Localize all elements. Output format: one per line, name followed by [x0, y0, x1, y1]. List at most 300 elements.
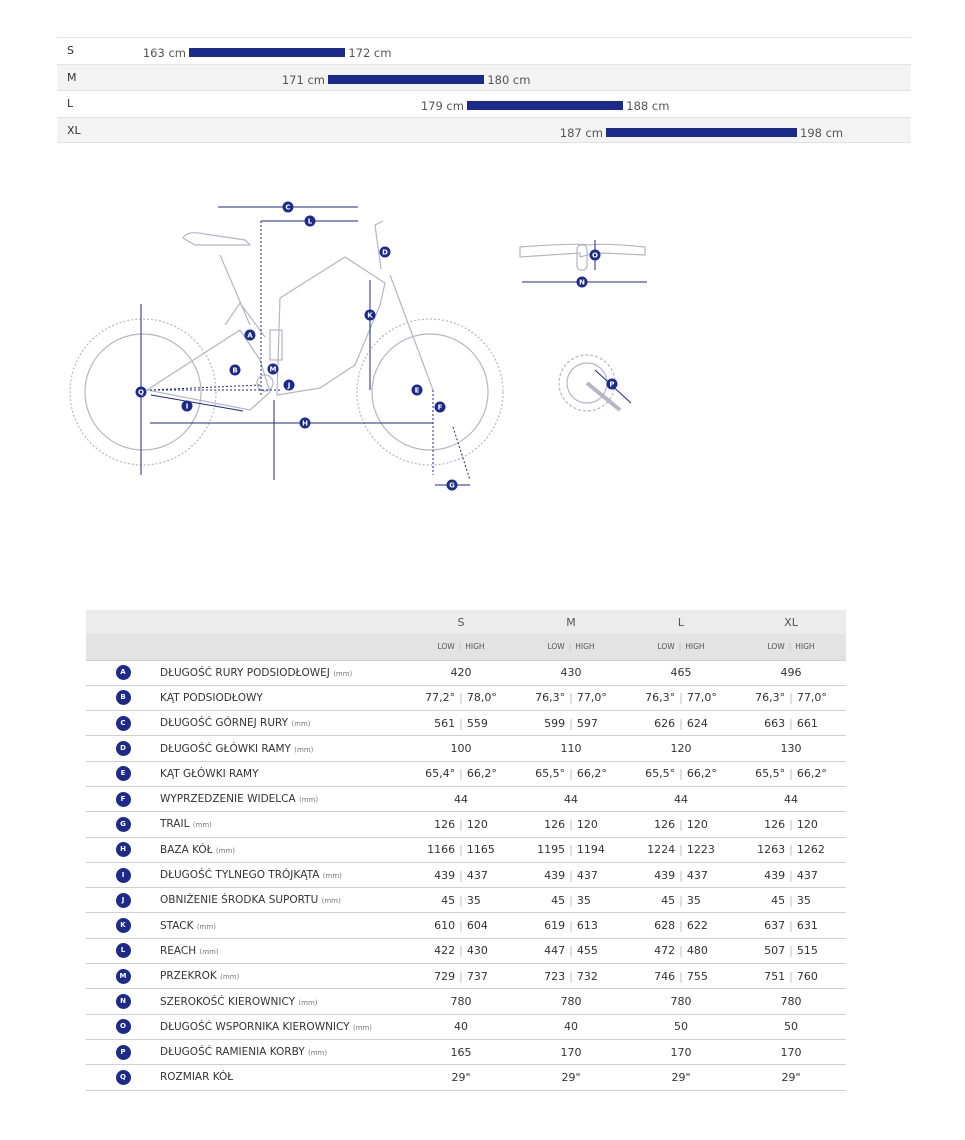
high-label: HIGH: [575, 642, 595, 652]
value-low: 29": [781, 1070, 801, 1084]
row-unit: (mm): [298, 998, 318, 1007]
value-high: 597: [576, 716, 598, 730]
value-low: 76,3°: [755, 691, 786, 705]
table-row: [86, 964, 846, 989]
value-high: 455: [576, 944, 598, 958]
value-cell: [406, 888, 516, 913]
high-label: HIGH: [685, 642, 705, 652]
value-low: 44: [454, 792, 468, 806]
separator: |: [459, 843, 463, 857]
row-badge-cell: [86, 1065, 160, 1090]
separator: |: [679, 944, 683, 958]
value-low: 40: [454, 1020, 468, 1034]
value-cell: [736, 786, 846, 811]
row-unit: (mm): [352, 1023, 373, 1032]
size-label: S: [67, 44, 74, 57]
row-badge-cell: [86, 812, 160, 837]
svg-text:P: P: [609, 380, 615, 389]
row-badge-cell: [86, 1014, 160, 1039]
size-range-bar: [328, 75, 484, 84]
value-low: 439: [544, 868, 566, 882]
row-badge-cell: [86, 685, 160, 710]
separator: |: [459, 716, 463, 730]
separator: |: [459, 767, 463, 781]
separator: |: [459, 817, 463, 831]
row-name-cell: [160, 1014, 406, 1039]
value-low: 439: [434, 868, 456, 882]
value-high: 35: [686, 893, 701, 907]
size-label: L: [67, 97, 74, 110]
value-cell: [516, 786, 626, 811]
row-name: DŁUGOŚĆ RAMIENIA KORBY: [160, 1046, 305, 1059]
rear-shock-icon: [270, 330, 282, 360]
value-low: 29": [451, 1070, 471, 1084]
row-badge-cell: [86, 786, 160, 811]
separator: |: [679, 843, 683, 857]
value-cell: [626, 1039, 736, 1064]
value-low: 746: [654, 969, 676, 983]
value-low: 780: [560, 995, 582, 1008]
value-high: 35: [466, 893, 481, 907]
value-cell: [736, 1065, 846, 1090]
value-cell: [406, 812, 516, 837]
separator: |: [569, 919, 573, 933]
rider-height-size-chart: [57, 37, 911, 143]
high-label: HIGH: [465, 642, 485, 652]
separator: |: [569, 716, 573, 730]
value-cell: [406, 1014, 516, 1039]
letter-badge: G: [116, 817, 131, 832]
separator: |: [569, 843, 573, 857]
table-row: [86, 888, 846, 913]
value-low: 45: [441, 893, 456, 907]
separator: |: [679, 919, 683, 933]
value-high: 437: [576, 868, 598, 882]
value-low: 65,5°: [645, 767, 676, 781]
diagram-marker-l: [305, 216, 316, 227]
value-high: 437: [796, 868, 818, 882]
value-high: 120: [576, 817, 598, 831]
value-low: 45: [551, 893, 566, 907]
svg-text:B: B: [232, 366, 238, 375]
size-header: XL: [736, 610, 846, 634]
row-name-cell: [160, 938, 406, 963]
size-range-bar: [189, 48, 345, 57]
value-cell: [516, 938, 626, 963]
value-high: 622: [686, 919, 708, 933]
value-cell: [406, 989, 516, 1014]
separator: |: [459, 691, 463, 705]
row-badge-cell: [86, 989, 160, 1014]
row-name: BAZA KÓŁ: [160, 843, 213, 856]
value-low: 29": [561, 1070, 581, 1084]
row-name-cell: [160, 660, 406, 685]
row-name: DŁUGOŚĆ GŁÓWKI RAMY: [160, 742, 291, 755]
value-low: 723: [544, 969, 566, 983]
row-unit: (mm): [192, 821, 212, 830]
separator: |: [789, 767, 793, 781]
diagram-marker-f: [435, 402, 446, 413]
diagram-marker-m: [268, 364, 279, 375]
size-header: L: [626, 610, 736, 634]
svg-text:M: M: [269, 365, 277, 374]
value-high: 120: [466, 817, 488, 831]
value-high: 66,2°: [686, 767, 717, 781]
letter-badge: L: [116, 943, 131, 958]
front-rim-icon: [372, 334, 488, 450]
letter-badge: M: [116, 969, 131, 984]
value-cell: [516, 913, 626, 938]
row-name-cell: [160, 685, 406, 710]
row-name-cell: [160, 989, 406, 1014]
stem-top-icon: [577, 245, 587, 270]
letter-badge: H: [116, 842, 131, 857]
value-high: 66,2°: [796, 767, 827, 781]
row-unit: (mm): [321, 897, 341, 906]
size-header: M: [516, 610, 626, 634]
value-low: 1263: [757, 843, 786, 857]
value-low: 422: [434, 944, 456, 958]
row-name: DŁUGOŚĆ WSPORNIKA KIEROWNICY: [160, 1020, 350, 1033]
row-badge-cell: [86, 964, 160, 989]
separator: |: [789, 843, 793, 857]
value-cell: [516, 837, 626, 862]
low-high-header: [406, 634, 516, 660]
size-max-label: 172 cm: [348, 46, 392, 60]
value-cell: [516, 812, 626, 837]
value-high: 66,2°: [576, 767, 607, 781]
suspension-link-icon: [225, 303, 265, 337]
value-cell: [516, 736, 626, 761]
value-cell: [406, 1039, 516, 1064]
value-cell: [626, 913, 736, 938]
size-row: [57, 90, 911, 117]
value-high: 77,0°: [576, 691, 607, 705]
value-high: 1223: [686, 843, 715, 857]
letter-badge: O: [116, 1019, 131, 1034]
value-low: 165: [450, 1045, 472, 1059]
table-row: [86, 913, 846, 938]
value-low: 40: [564, 1020, 578, 1034]
separator: |: [459, 868, 463, 882]
size-row: [57, 37, 911, 64]
low-label: LOW: [767, 642, 785, 652]
diagram-marker-n: [577, 277, 588, 288]
low-high-header-row: [86, 634, 846, 660]
separator: |: [458, 642, 462, 652]
separator: |: [789, 919, 793, 933]
value-cell: [736, 938, 846, 963]
value-cell: [626, 711, 736, 736]
value-cell: [516, 989, 626, 1014]
separator: |: [789, 944, 793, 958]
value-cell: [736, 913, 846, 938]
value-low: 65,4°: [425, 767, 456, 781]
value-low: 430: [560, 666, 582, 680]
value-cell: [626, 888, 736, 913]
table-row: [86, 862, 846, 887]
value-low: 780: [450, 995, 472, 1008]
handlebar-icon: [520, 244, 645, 257]
value-low: 170: [670, 1045, 692, 1059]
table-row: [86, 761, 846, 786]
size-min-label: 187 cm: [559, 125, 603, 140]
value-low: 780: [670, 995, 692, 1008]
row-name-cell: [160, 761, 406, 786]
value-cell: [516, 964, 626, 989]
value-high: 515: [796, 944, 818, 958]
row-name-cell: [160, 1039, 406, 1064]
value-cell: [406, 938, 516, 963]
value-cell: [516, 1065, 626, 1090]
value-low: 729: [434, 969, 456, 983]
diagram-marker-e: [412, 385, 423, 396]
value-low: 780: [780, 995, 802, 1008]
value-cell: [626, 660, 736, 685]
separator: |: [788, 642, 792, 652]
table-row: [86, 1014, 846, 1039]
value-low: 619: [544, 919, 566, 933]
value-low: 496: [780, 666, 802, 680]
row-unit: (mm): [299, 796, 319, 805]
header-spacer: [86, 610, 406, 634]
row-name-cell: [160, 862, 406, 887]
value-cell: [516, 685, 626, 710]
value-low: 126: [764, 817, 786, 831]
value-cell: [626, 685, 736, 710]
low-high-header: [626, 634, 736, 660]
value-cell: [626, 938, 736, 963]
row-name: STACK: [160, 919, 194, 932]
value-low: 100: [450, 742, 472, 756]
saddle-icon: [183, 233, 250, 245]
value-high: 430: [466, 944, 488, 958]
value-low: 439: [764, 868, 786, 882]
row-unit: (mm): [307, 1049, 328, 1058]
value-high: 732: [576, 969, 598, 983]
letter-badge: J: [116, 893, 131, 908]
value-cell: [736, 812, 846, 837]
low-label: LOW: [547, 642, 565, 652]
value-high: 78,0°: [466, 691, 497, 705]
value-high: 624: [686, 716, 708, 730]
value-high: 1165: [466, 843, 495, 857]
row-badge-cell: [86, 862, 160, 887]
value-cell: [626, 837, 736, 862]
diagram-marker-d: [380, 247, 391, 258]
value-low: 1224: [647, 843, 676, 857]
svg-text:D: D: [382, 248, 388, 257]
row-name-cell: [160, 837, 406, 862]
value-low: 65,5°: [535, 767, 566, 781]
letter-badge: A: [116, 665, 131, 680]
letter-badge: N: [116, 994, 131, 1009]
value-low: 130: [780, 742, 802, 756]
value-low: 626: [654, 716, 676, 730]
value-cell: [516, 862, 626, 887]
value-cell: [406, 736, 516, 761]
table-row: [86, 837, 846, 862]
value-cell: [626, 786, 736, 811]
bike-geometry-diagram: [55, 185, 675, 505]
value-low: 29": [671, 1070, 691, 1084]
value-cell: [736, 888, 846, 913]
value-low: 76,3°: [645, 691, 676, 705]
row-badge-cell: [86, 761, 160, 786]
separator: |: [569, 944, 573, 958]
value-cell: [626, 736, 736, 761]
separator: |: [679, 868, 683, 882]
value-cell: [736, 761, 846, 786]
table-row: [86, 1039, 846, 1064]
row-unit: (mm): [291, 720, 311, 729]
value-high: 480: [686, 944, 708, 958]
row-name: OBNIŻENIE ŚRODKA SUPORTU: [160, 894, 319, 907]
value-high: 559: [466, 716, 488, 730]
separator: |: [568, 642, 572, 652]
row-unit: (mm): [215, 846, 236, 855]
value-low: 65,5°: [755, 767, 786, 781]
value-high: 737: [466, 969, 488, 983]
row-badge-cell: [86, 913, 160, 938]
letter-badge: D: [116, 741, 131, 756]
size-label: M: [67, 70, 77, 84]
value-low: 110: [560, 742, 582, 756]
row-name-cell: [160, 812, 406, 837]
diagram-marker-b: [230, 365, 241, 376]
row-unit: (mm): [196, 922, 216, 931]
separator: |: [679, 817, 683, 831]
low-label: LOW: [657, 642, 675, 652]
diagram-marker-g: [447, 480, 458, 491]
value-low: 45: [661, 893, 676, 907]
size-range-bar: [467, 101, 623, 110]
table-row: [86, 938, 846, 963]
svg-text:Q: Q: [138, 388, 144, 397]
row-name: TRAIL: [160, 818, 190, 831]
row-name: REACH: [160, 944, 197, 957]
separator: |: [679, 767, 683, 781]
value-cell: [516, 711, 626, 736]
value-cell: [406, 711, 516, 736]
front-triangle-icon: [277, 257, 385, 395]
size-range-bar: [606, 128, 797, 137]
value-high: 35: [796, 893, 811, 907]
table-row: [86, 786, 846, 811]
separator: |: [459, 919, 463, 933]
size-max-label: 198 cm: [800, 125, 844, 140]
row-badge-cell: [86, 888, 160, 913]
size-max-label: 188 cm: [626, 99, 670, 113]
row-badge-cell: [86, 1039, 160, 1064]
value-low: 126: [654, 817, 676, 831]
value-low: 447: [544, 944, 566, 958]
separator: |: [789, 691, 793, 705]
row-name-cell: [160, 711, 406, 736]
value-cell: [406, 660, 516, 685]
letter-badge: C: [116, 716, 131, 731]
value-high: 77,0°: [686, 691, 717, 705]
letter-badge: E: [116, 766, 131, 781]
value-cell: [736, 1039, 846, 1064]
value-low: 44: [784, 792, 798, 806]
value-cell: [626, 1065, 736, 1090]
value-cell: [736, 862, 846, 887]
value-low: 1195: [537, 843, 566, 857]
table-row: [86, 736, 846, 761]
value-high: 77,0°: [796, 691, 827, 705]
value-cell: [736, 837, 846, 862]
value-cell: [736, 660, 846, 685]
value-low: 465: [670, 666, 692, 680]
svg-text:J: J: [287, 381, 291, 390]
row-name-cell: [160, 736, 406, 761]
separator: |: [789, 716, 793, 730]
value-cell: [406, 761, 516, 786]
value-low: 610: [434, 919, 456, 933]
low-label: LOW: [437, 642, 455, 652]
row-name: KĄT PODSIODŁOWY: [160, 691, 263, 704]
value-cell: [736, 711, 846, 736]
table-row: [86, 711, 846, 736]
value-low: 439: [654, 868, 676, 882]
row-name: KĄT GŁÓWKI RAMY: [160, 767, 259, 780]
seatpost-icon: [220, 255, 250, 325]
separator: |: [569, 893, 573, 907]
letter-badge: Q: [116, 1070, 131, 1085]
separator: |: [459, 944, 463, 958]
table-row: [86, 812, 846, 837]
value-low: 637: [764, 919, 786, 933]
row-name: PRZEKROK: [160, 970, 217, 983]
diagram-marker-h: [300, 418, 311, 429]
diagram-marker-o: [590, 250, 601, 261]
separator: |: [569, 817, 573, 831]
row-name-cell: [160, 786, 406, 811]
value-cell: [516, 1014, 626, 1039]
table-row: [86, 989, 846, 1014]
row-name: DŁUGOŚĆ TYLNEGO TRÓJKĄTA: [160, 869, 320, 882]
value-high: 1262: [796, 843, 825, 857]
value-cell: [406, 837, 516, 862]
row-name: WYPRZEDZENIE WIDELCA: [160, 793, 296, 806]
svg-text:O: O: [592, 251, 598, 260]
letter-badge: I: [116, 868, 131, 883]
value-high: 437: [686, 868, 708, 882]
letter-badge: F: [116, 792, 131, 807]
value-high: 35: [576, 893, 591, 907]
value-high: 755: [686, 969, 708, 983]
geometry-table: [86, 610, 846, 1091]
diagram-marker-c: [283, 202, 294, 213]
value-high: 613: [576, 919, 598, 933]
row-unit: (mm): [294, 745, 314, 754]
row-name: DŁUGOŚĆ RURY PODSIODŁOWEJ: [160, 666, 330, 679]
size-row: [57, 117, 911, 144]
value-cell: [626, 812, 736, 837]
value-cell: [406, 1065, 516, 1090]
value-cell: [626, 862, 736, 887]
separator: |: [569, 767, 573, 781]
value-cell: [516, 888, 626, 913]
value-low: 126: [544, 817, 566, 831]
value-low: 45: [771, 893, 786, 907]
svg-text:C: C: [285, 203, 291, 212]
separator: |: [679, 893, 683, 907]
fork-icon: [390, 275, 433, 390]
low-high-header: [516, 634, 626, 660]
low-high-header: [736, 634, 846, 660]
